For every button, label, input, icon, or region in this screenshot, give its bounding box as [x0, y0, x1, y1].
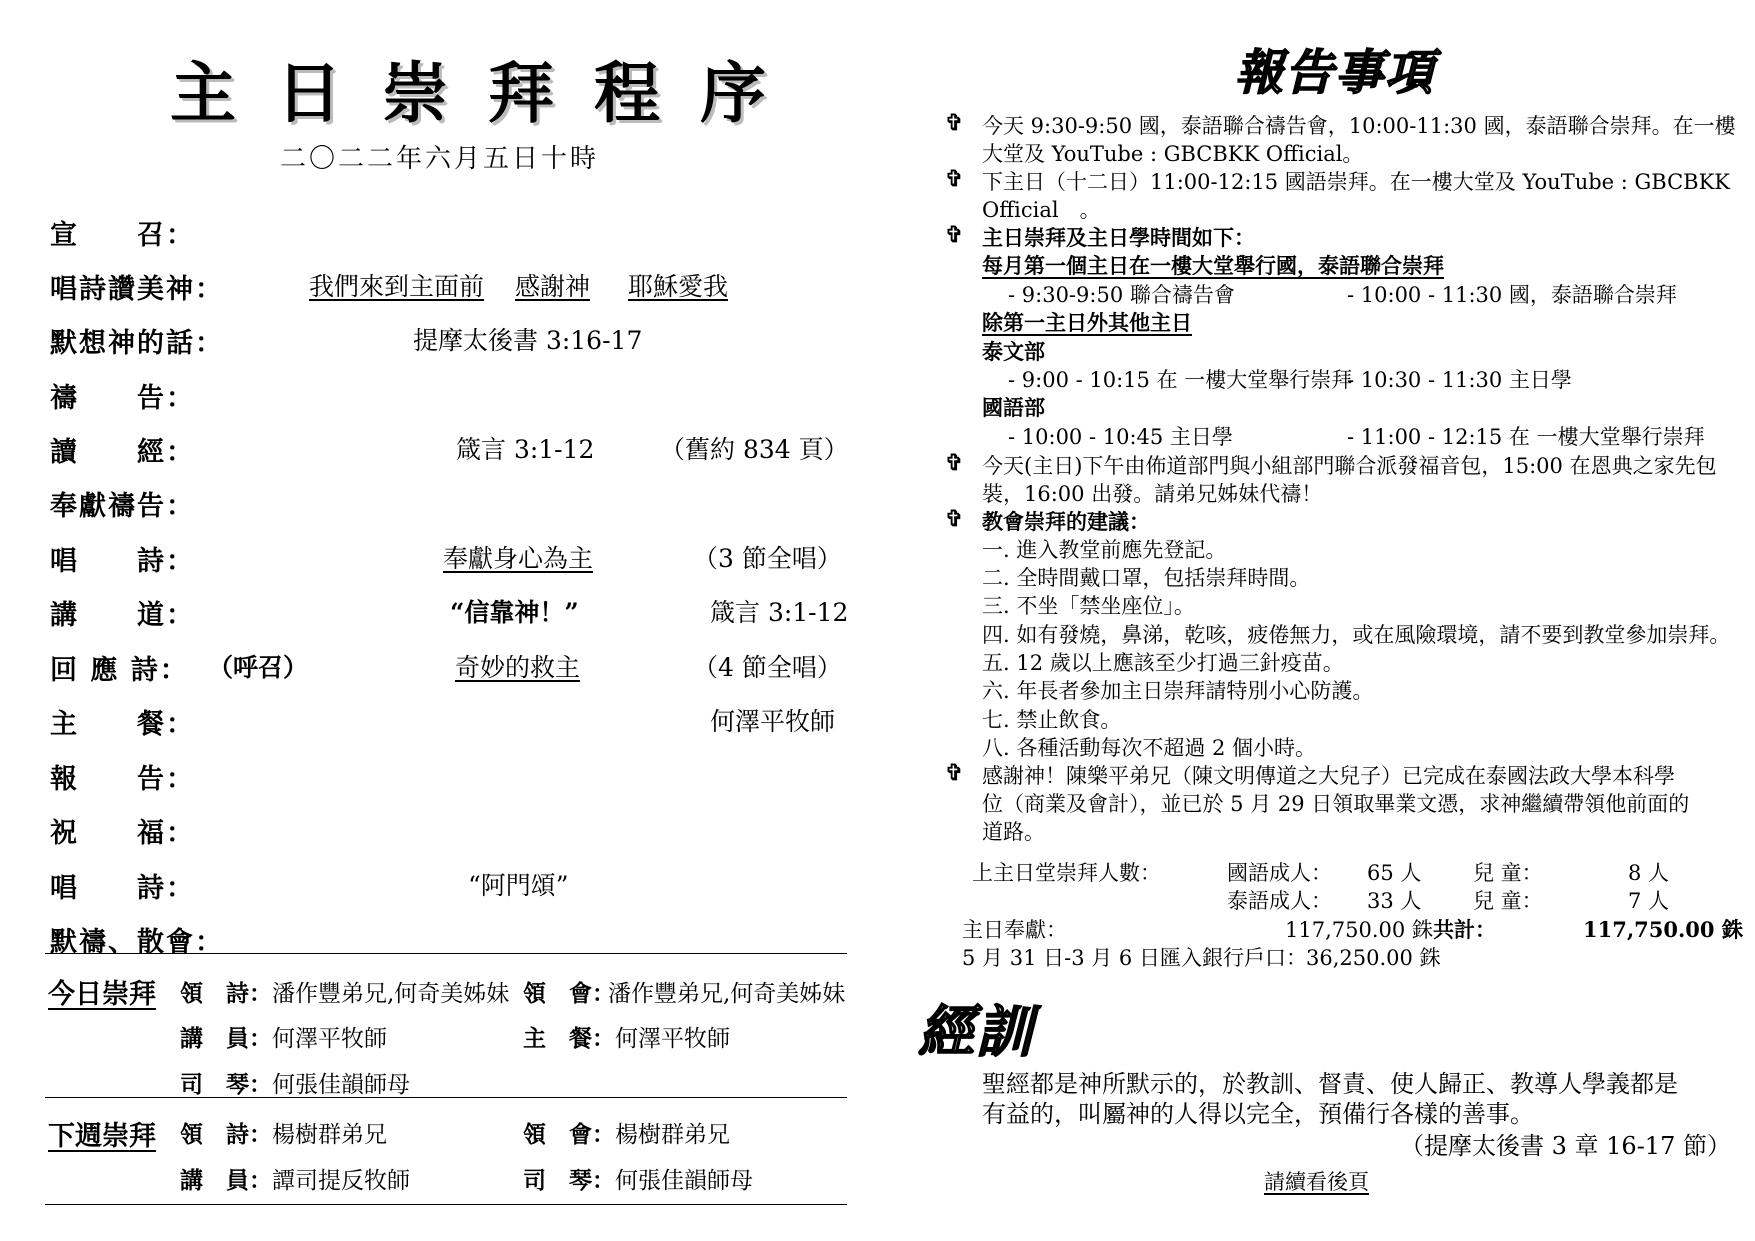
communion-pastor: 何澤平牧師 — [710, 707, 836, 736]
page-title: 主日崇拜程序 — [170, 54, 806, 132]
order-label-call: 宣 召： — [50, 220, 195, 251]
divider-bottom — [45, 1204, 847, 1205]
cross-icon: ✞ — [945, 760, 964, 786]
ann3-t1b: - 10:30 - 11:30 主日學 — [1347, 368, 1572, 392]
cross-icon: ✞ — [945, 110, 964, 136]
meditate-verse: 提摩太後書 3:16-17 — [413, 326, 643, 355]
child-count-1: 8 人 — [1628, 861, 1670, 885]
child-label-2: 兒 童： — [1473, 889, 1543, 913]
order-label-report: 報 告： — [50, 764, 195, 795]
verse-line1: 聖經都是神所默示的，於教訓、督責、使人歸正、教導人學義都是 — [982, 1070, 1678, 1098]
ann3-thai: 泰文部 — [982, 339, 1045, 364]
child-count-2: 7 人 — [1628, 889, 1670, 913]
thai-adult-count: 33 人 — [1367, 889, 1422, 913]
next-pianist-value: 何張佳韻師母 — [615, 1168, 753, 1194]
ann5-heading: 教會崇拜的建議： — [982, 509, 1150, 534]
mandarin-adult-count: 65 人 — [1367, 861, 1422, 885]
ann3-heading: 主日崇拜及主日學時間如下： — [982, 225, 1255, 250]
today-communion-key: 主 餐： — [523, 1025, 615, 1052]
next-preacher-key: 講 員： — [180, 1167, 272, 1194]
hymn-response-verses: （4 節全唱） — [693, 653, 842, 682]
hymn-3: 耶穌愛我 — [628, 272, 729, 301]
today-pianist-value: 何張佳韻師母 — [272, 1072, 410, 1098]
reading-verse: 箴言 3:1-12 — [456, 435, 595, 464]
order-label-meditate: 默想神的話： — [50, 328, 224, 359]
verse-reference: （提摩太後書 3 章 16-17 節） — [1400, 1132, 1731, 1160]
total-amount: 117,750.00 銖 — [1583, 917, 1743, 942]
ann6-line3: 道路。 — [982, 820, 1045, 844]
ann6-line2: 位（商業及會計），並已於 5 月 29 日領取畢業文憑，求神繼續帶領他前面的 — [982, 792, 1690, 816]
today-communion-value: 何澤平牧師 — [615, 1026, 730, 1052]
bank-label: 5 月 31 日-3 月 6 日匯入銀行戶口： — [962, 946, 1307, 970]
divider-top — [45, 953, 847, 954]
ann4-line1: 今天(主日)下午由佈道部門與小組部門聯合派發福音包，15:00 在恩典之家先包 — [982, 454, 1717, 478]
today-lead-value: 潘作豐弟兄,何奇美姊妹 — [272, 981, 510, 1007]
ann5-item: 三. 不坐「禁坐座位」。 — [982, 594, 1195, 618]
next-lead-value: 楊樹群弟兄 — [272, 1122, 387, 1148]
order-label-dismissal: 默禱、散會： — [50, 927, 224, 958]
next-pianist-key: 司 琴： — [523, 1167, 615, 1194]
offering-label: 主日奉獻： — [962, 918, 1067, 942]
ann3-sub1: 每月第一個主日在一樓大堂舉行國，泰語聯合崇拜 — [982, 253, 1444, 278]
ann3-sub2: 除第一主日外其他主日 — [982, 310, 1192, 335]
divider-middle — [45, 1097, 847, 1098]
today-preacher-value: 何澤平牧師 — [272, 1026, 387, 1052]
ann2-line1: 下主日（十二日）11:00-12:15 國語崇拜。在一樓大堂及 YouTube : GBCBKK — [982, 170, 1730, 194]
ann6-line1: 感謝神！陳樂平弟兄（陳文明傳道之大兒子）已完成在泰國法政大學本科學 — [982, 764, 1675, 788]
scripture-title: 經訓 — [918, 999, 1034, 1065]
today-service-title: 今日崇拜 — [48, 979, 156, 1010]
offering-amount: 117,750.00 銖 — [1285, 918, 1433, 942]
service-date: 二〇二二年六月五日十時 — [280, 144, 600, 174]
order-label-hymn: 唱 詩： — [50, 546, 195, 577]
cross-icon: ✞ — [945, 450, 964, 476]
ann2-line2: Official 。 — [982, 198, 1101, 222]
ann5-item: 一. 進入教堂前應先登記。 — [982, 538, 1227, 562]
order-label-prayer: 禱 告： — [50, 383, 195, 414]
next-host-key: 領 會： — [523, 1121, 615, 1148]
order-label-sermon: 講 道： — [50, 600, 195, 631]
child-label-1: 兒 童： — [1473, 861, 1543, 885]
ann3-mandarin: 國語部 — [982, 395, 1045, 420]
continue-link: 請續看後頁 — [1264, 1170, 1369, 1194]
ann3-s1b: - 10:00 - 11:30 國，泰語聯合崇拜 — [1347, 283, 1677, 307]
announcements-title: 報告事項 — [1235, 45, 1436, 101]
attendance-label: 上主日堂崇拜人數： — [972, 861, 1161, 885]
cross-icon: ✞ — [945, 506, 964, 532]
ann5-item: 七. 禁止飲食。 — [982, 708, 1122, 732]
cross-icon: ✞ — [945, 222, 964, 248]
ann1-line1: 今天 9:30-9:50 國，泰語聯合禱告會，10:00-11:30 國，泰語聯合崇拜。在一樓 — [982, 114, 1736, 138]
ann3-m1b: - 11:00 - 12:15 在 一樓大堂舉行崇拜 — [1347, 425, 1705, 449]
cross-icon: ✞ — [945, 166, 964, 192]
ann1-line2: 大堂及 YouTube : GBCBKK Official。 — [982, 142, 1364, 166]
response-note: （呼召） — [208, 653, 309, 682]
order-label-blessing: 祝 福： — [50, 818, 195, 849]
closing-hymn: “阿門頌” — [468, 871, 569, 900]
reading-page: （舊約 834 頁） — [660, 435, 849, 464]
sermon-title: “信靠神！” — [450, 598, 579, 627]
hymn-response: 奇妙的救主 — [455, 653, 581, 682]
ann3-s1a: - 9:30-9:50 聯合禱告會 — [1008, 283, 1235, 307]
verse-line2: 有益的，叫屬神的人得以完全，預備行各樣的善事。 — [982, 1100, 1534, 1128]
ann5-item: 四. 如有發燒，鼻涕，乾咳，疲倦無力，或在風險環境，請不要到教堂參加崇拜。 — [982, 623, 1731, 647]
today-preacher-key: 講 員： — [180, 1025, 272, 1052]
order-label-praise: 唱詩讚美神： — [50, 274, 224, 305]
ann3-m1a: - 10:00 - 10:45 主日學 — [1008, 425, 1233, 449]
order-label-offering: 奉獻禱告： — [50, 491, 195, 522]
order-label-communion: 主 餐： — [50, 709, 195, 740]
order-label-reading: 讀 經： — [50, 437, 195, 468]
ann5-item: 六. 年長者參加主日崇拜請特別小心防護。 — [982, 679, 1374, 703]
thai-adult-label: 泰語成人： — [1227, 889, 1332, 913]
ann3-t1a: - 9:00 - 10:15 在 一樓大堂舉行崇拜 — [1008, 368, 1353, 392]
ann5-item: 八. 各種活動每次不超過 2 個小時。 — [982, 736, 1317, 760]
total-label: 共計： — [1433, 917, 1496, 942]
today-host-value: 潘作豐弟兄,何奇美姊妹 — [608, 981, 846, 1007]
today-lead-key: 領 詩： — [180, 980, 272, 1007]
hymn-offering: 奉獻身心為主 — [443, 544, 594, 573]
today-pianist-key: 司 琴： — [180, 1071, 272, 1098]
next-service-title: 下週崇拜 — [48, 1121, 156, 1152]
ann5-item: 五. 12 歲以上應該至少打過三針疫苗。 — [982, 651, 1344, 675]
order-label-closing-hymn: 唱 詩： — [50, 873, 195, 904]
order-label-response: 回 應 詩： — [50, 655, 189, 686]
mandarin-adult-label: 國語成人： — [1227, 861, 1332, 885]
hymn-offering-verses: （3 節全唱） — [693, 544, 842, 573]
next-lead-key: 領 詩： — [180, 1121, 272, 1148]
next-host-value: 楊樹群弟兄 — [615, 1122, 730, 1148]
sermon-verse: 箴言 3:1-12 — [710, 598, 849, 627]
next-preacher-value: 譚司提反牧師 — [272, 1168, 410, 1194]
today-host-key: 領 會： — [523, 980, 615, 1007]
hymn-1: 我們來到主面前 — [309, 272, 485, 301]
ann4-line2: 裝，16:00 出發。請弟兄姊妹代禱！ — [982, 482, 1323, 506]
ann5-item: 二. 全時間戴口罩，包括崇拜時間。 — [982, 566, 1311, 590]
bank-amount: 36,250.00 銖 — [1306, 946, 1441, 970]
hymn-2: 感謝神 — [515, 272, 591, 301]
